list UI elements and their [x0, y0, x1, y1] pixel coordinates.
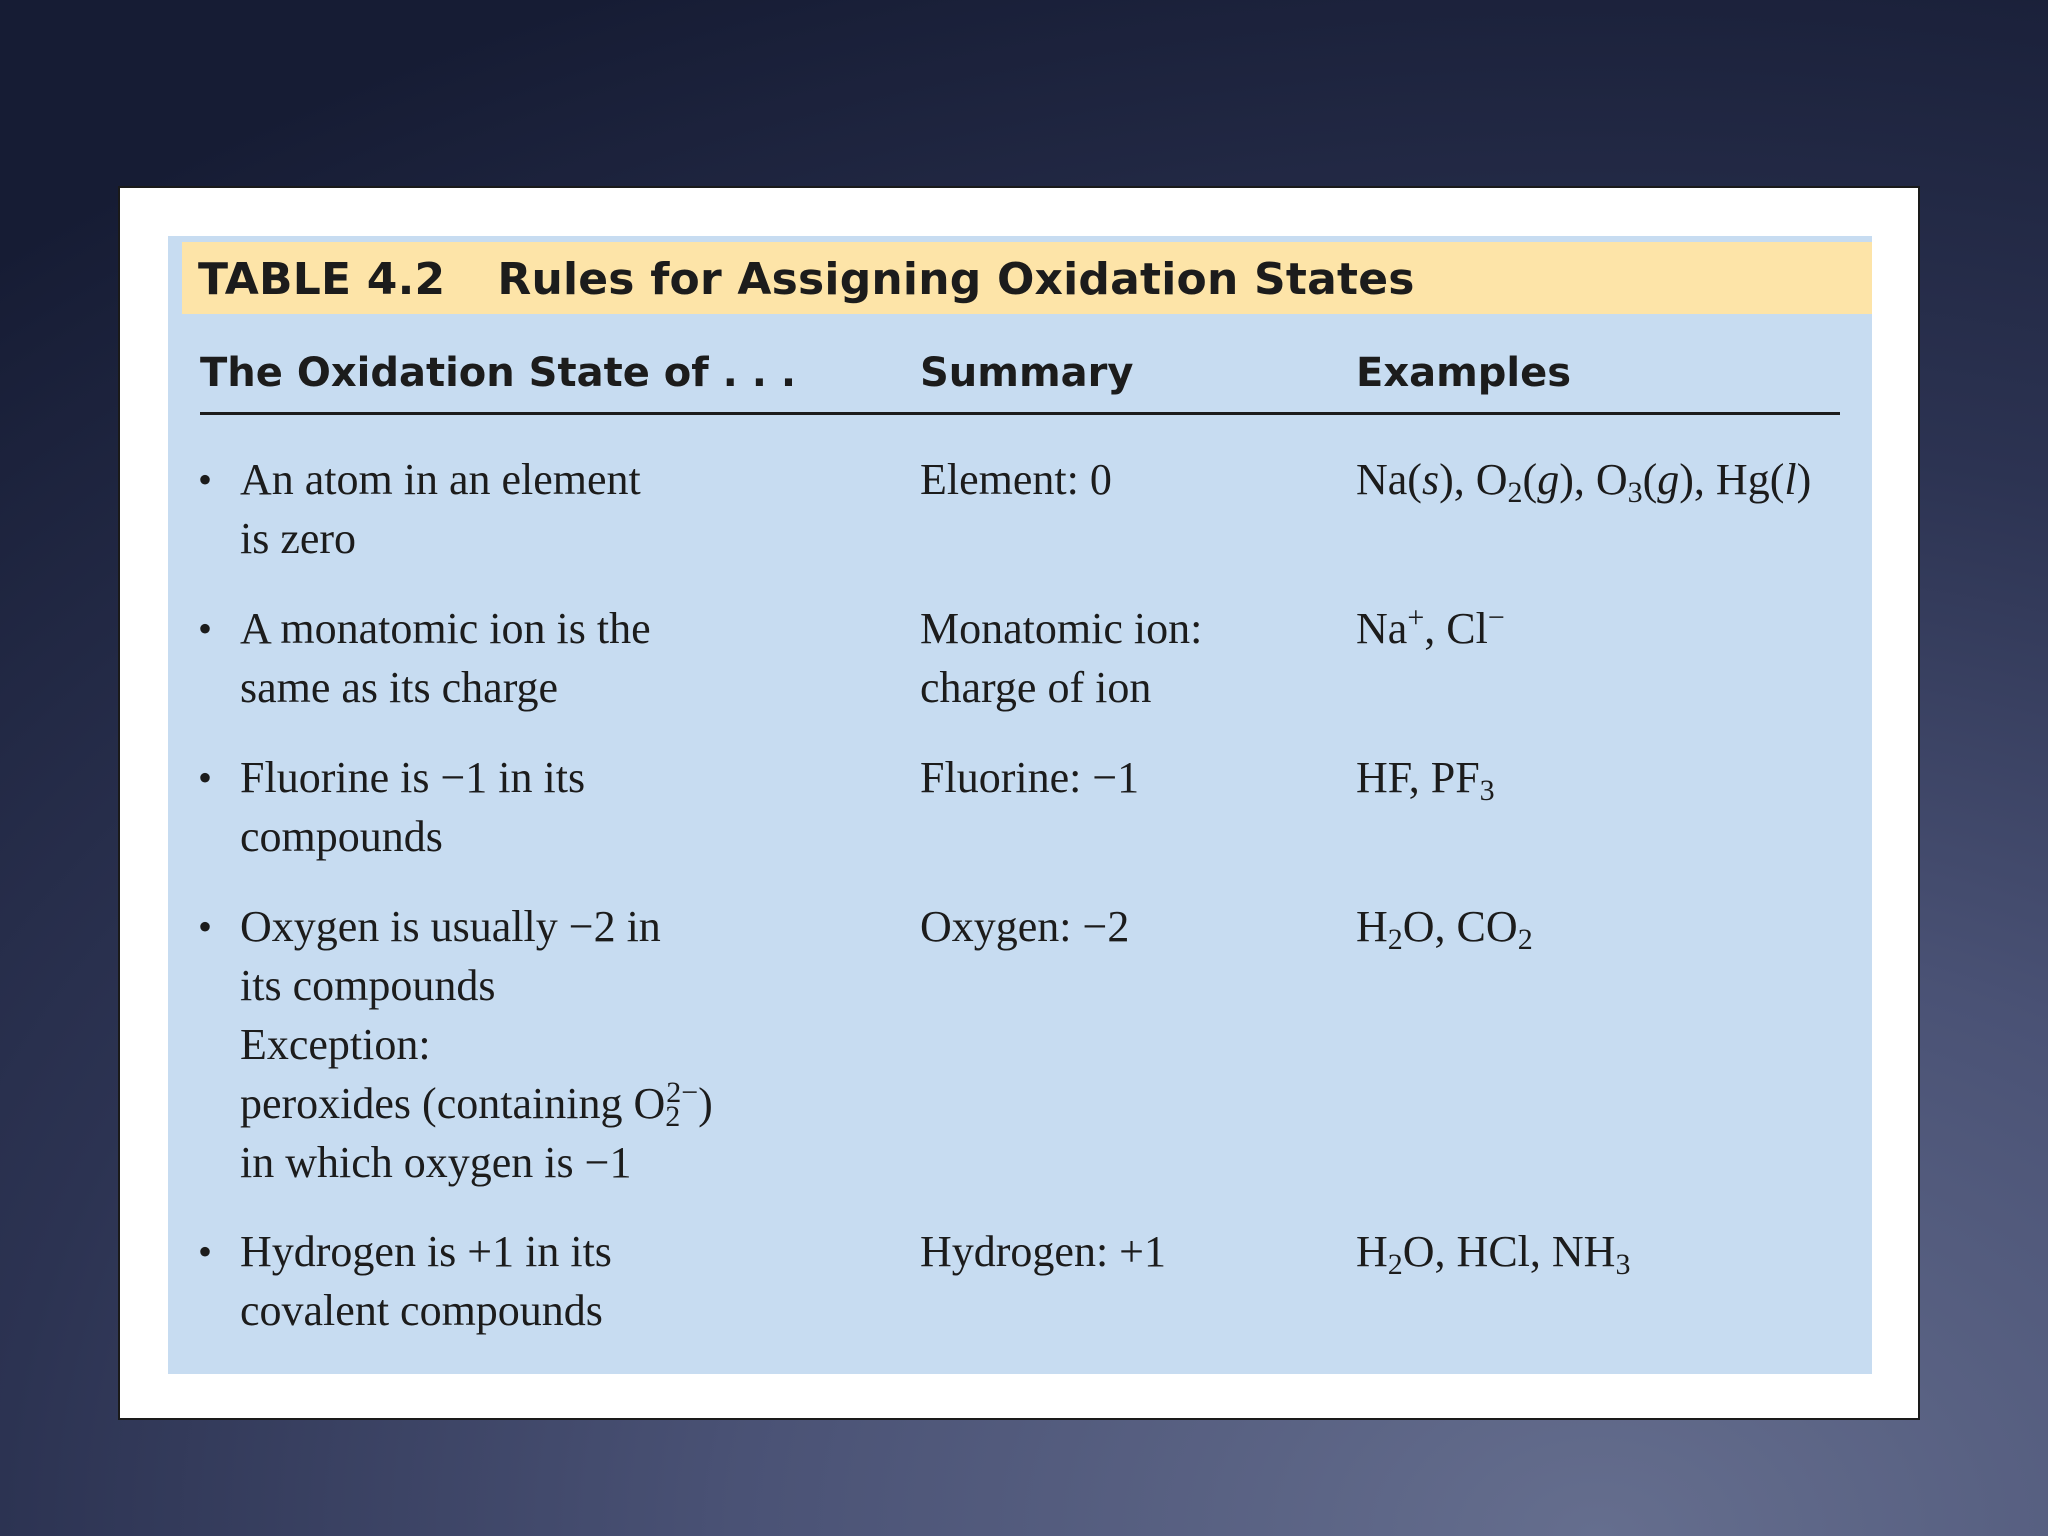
summary-line: Monatomic ion: [920, 604, 1203, 653]
column-header-summary: Summary [920, 350, 1134, 396]
rule-line: Exception: [240, 1020, 431, 1069]
bullet-icon: • [198, 606, 213, 651]
summary-line: charge of ion [920, 663, 1152, 712]
rule-line: same as its charge [240, 663, 559, 712]
rule-line: Fluorine is −1 in its [240, 753, 586, 802]
rule-line: in which oxygen is −1 [240, 1138, 632, 1187]
bullet-icon: • [198, 904, 213, 949]
summary-line: Element: 0 [920, 455, 1112, 504]
table-number: TABLE 4.2 [198, 254, 446, 305]
rule-line: Oxygen is usually −2 in [240, 902, 661, 951]
rule-line: Hydrogen is +1 in its [240, 1227, 612, 1276]
examples-cell: HF, $PF_3$ [1356, 753, 1495, 807]
rule-line: its compounds [240, 961, 496, 1010]
column-header-examples: Examples [1356, 350, 1572, 396]
examples-cell: Na+, Cl− [1356, 601, 1505, 653]
table-title-bar [182, 242, 1872, 314]
bullet-icon: • [198, 755, 213, 800]
header-divider [200, 412, 1840, 415]
rule-line: An atom in an element [240, 455, 641, 504]
examples-cell: $H_2O$, HCl, $NH_3$ [1356, 1227, 1631, 1281]
rule-line-peroxides: peroxides (containing $O_2^{2-}$) [240, 1076, 713, 1133]
rule-line: compounds [240, 812, 443, 861]
examples-cell: Na(s), $O_2(g)$, $O_3(g)$, Hg(l) [1356, 455, 1812, 509]
bullet-icon: • [198, 457, 213, 502]
summary-line: Oxygen: −2 [920, 902, 1130, 951]
bullet-icon: • [198, 1229, 213, 1274]
summary-line: Fluorine: −1 [920, 753, 1140, 802]
table-title-text: Rules for Assigning Oxidation States [497, 254, 1415, 305]
column-header-rule: The Oxidation State of . . . [200, 350, 797, 396]
rule-line: covalent compounds [240, 1286, 603, 1335]
slide-card [118, 186, 1920, 1420]
examples-cell: $H_2O$, $CO_2$ [1356, 902, 1533, 956]
rule-line: A monatomic ion is the [240, 604, 651, 653]
rule-line: is zero [240, 514, 357, 563]
oxidation-rules-table [168, 236, 1872, 1374]
summary-line: Hydrogen: +1 [920, 1227, 1166, 1276]
table-title [198, 254, 1415, 305]
